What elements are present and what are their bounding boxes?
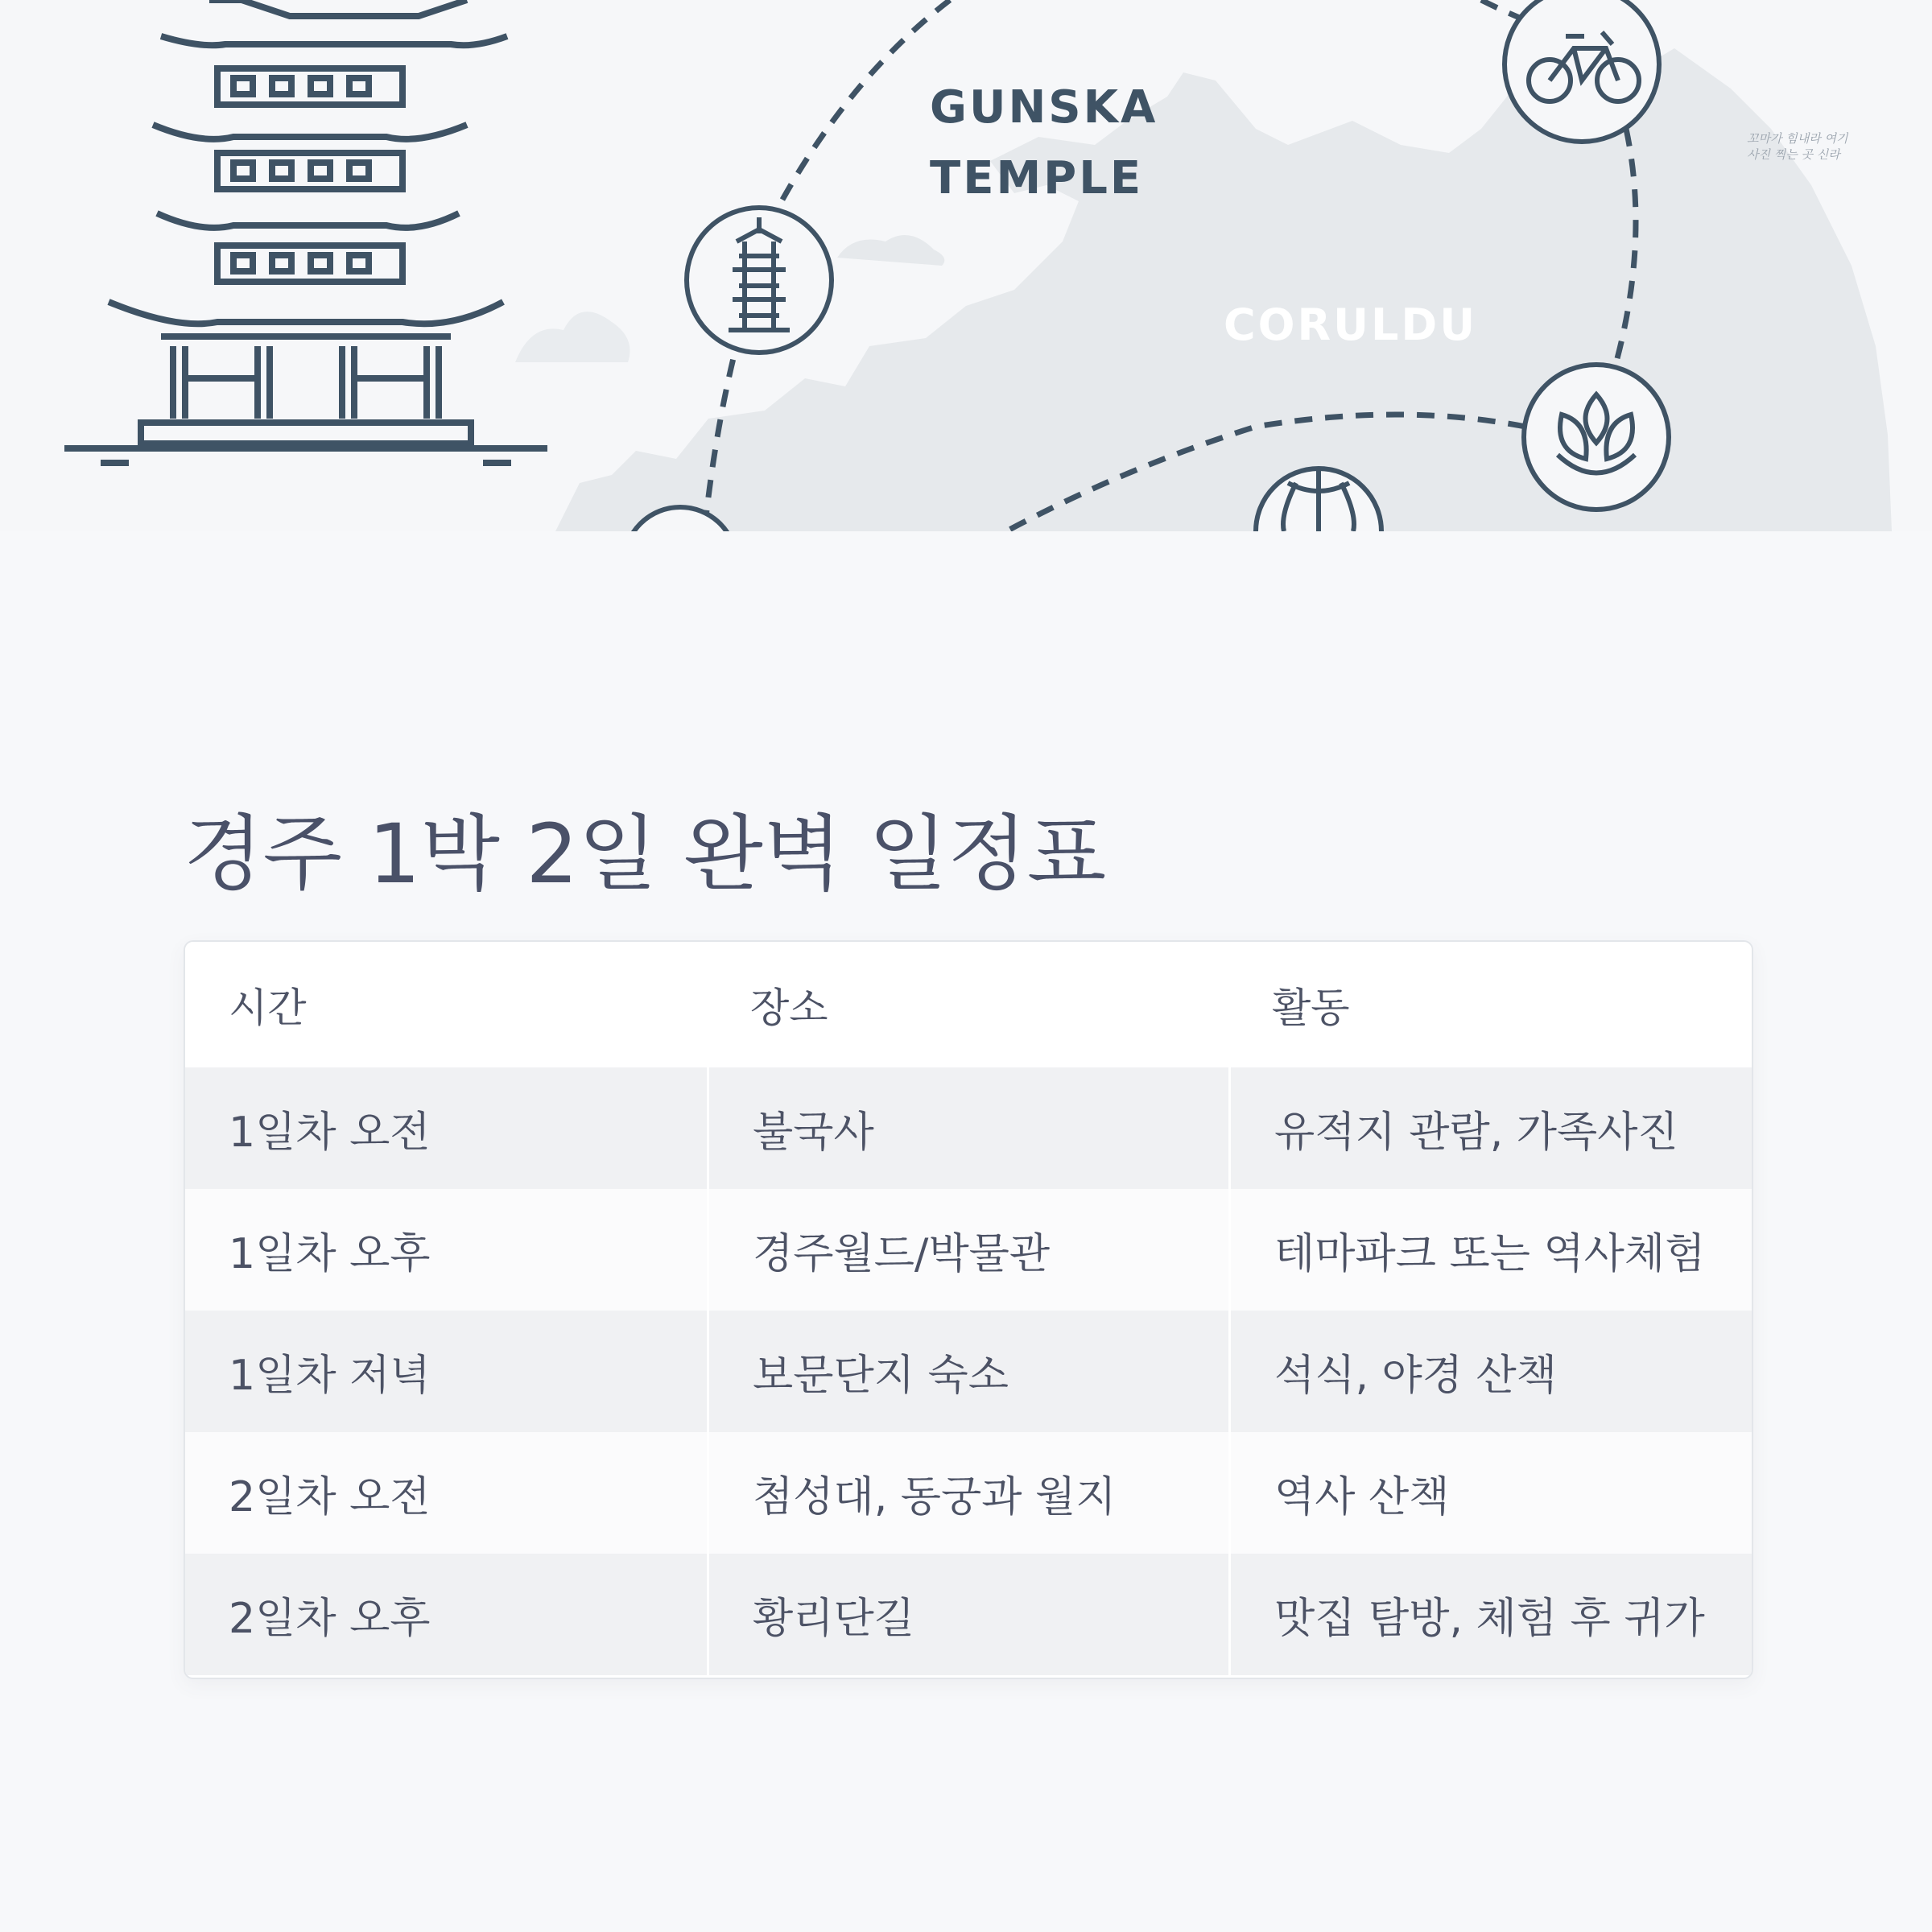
cell-time: 1일차 저녁 xyxy=(229,1352,431,1400)
lotus-icon xyxy=(1524,365,1669,510)
temple-map-label xyxy=(930,72,1158,214)
temple-label-line1: GUNSKA xyxy=(930,81,1158,134)
cell-time: 2일차 오전 xyxy=(229,1473,431,1521)
cloud-shape xyxy=(515,312,630,362)
cell-activity: 역사 산책 xyxy=(1228,1432,1750,1554)
pagoda-icon xyxy=(687,208,832,353)
cell-activity: 유적지 관람, 가족사진 xyxy=(1228,1067,1750,1189)
page-title: 경주 1박 2일 완벽 일정표 xyxy=(184,807,1107,902)
cell-place: 불국사 xyxy=(707,1067,1228,1189)
cell-place: 황리단길 xyxy=(707,1554,1228,1675)
cell-place: 보문단지 숙소 xyxy=(707,1311,1228,1432)
cell-time: 1일차 오전 xyxy=(229,1108,431,1157)
cell-activity: 테마파크 또는 역사체험 xyxy=(1228,1189,1750,1311)
hero-illustration xyxy=(0,0,1932,531)
bicycle-icon xyxy=(1505,0,1659,142)
cloud-shape xyxy=(837,235,944,266)
cell-activity: 석식, 야경 산책 xyxy=(1228,1311,1750,1432)
header-activity: 활동 xyxy=(1272,985,1350,1031)
header-place: 장소 xyxy=(750,985,828,1031)
pavilion-icon xyxy=(64,0,547,463)
cell-time: 2일차 오후 xyxy=(229,1595,431,1643)
city-map-label: CORULDU xyxy=(1224,299,1478,350)
table-row xyxy=(185,1432,1752,1554)
handwritten-note: 꼬마가 힘내라 여기 사진 찍는 곳 신라 xyxy=(1747,131,1848,162)
table-row xyxy=(185,1189,1752,1311)
table-row xyxy=(185,1311,1752,1432)
table-header-row xyxy=(185,942,1752,1067)
cell-place: 첨성대, 동궁과 월지 xyxy=(707,1432,1228,1554)
cell-activity: 맛집 탐방, 체험 후 귀가 xyxy=(1228,1554,1750,1675)
cell-time: 1일차 오후 xyxy=(229,1230,431,1278)
cell-place: 경주월드/박물관 xyxy=(707,1189,1228,1311)
table-row xyxy=(185,1067,1752,1189)
table-row xyxy=(185,1554,1752,1675)
temple-label-line2: TEMPLE xyxy=(930,152,1144,204)
itinerary-table xyxy=(184,940,1753,1679)
header-time: 시간 xyxy=(229,985,307,1031)
